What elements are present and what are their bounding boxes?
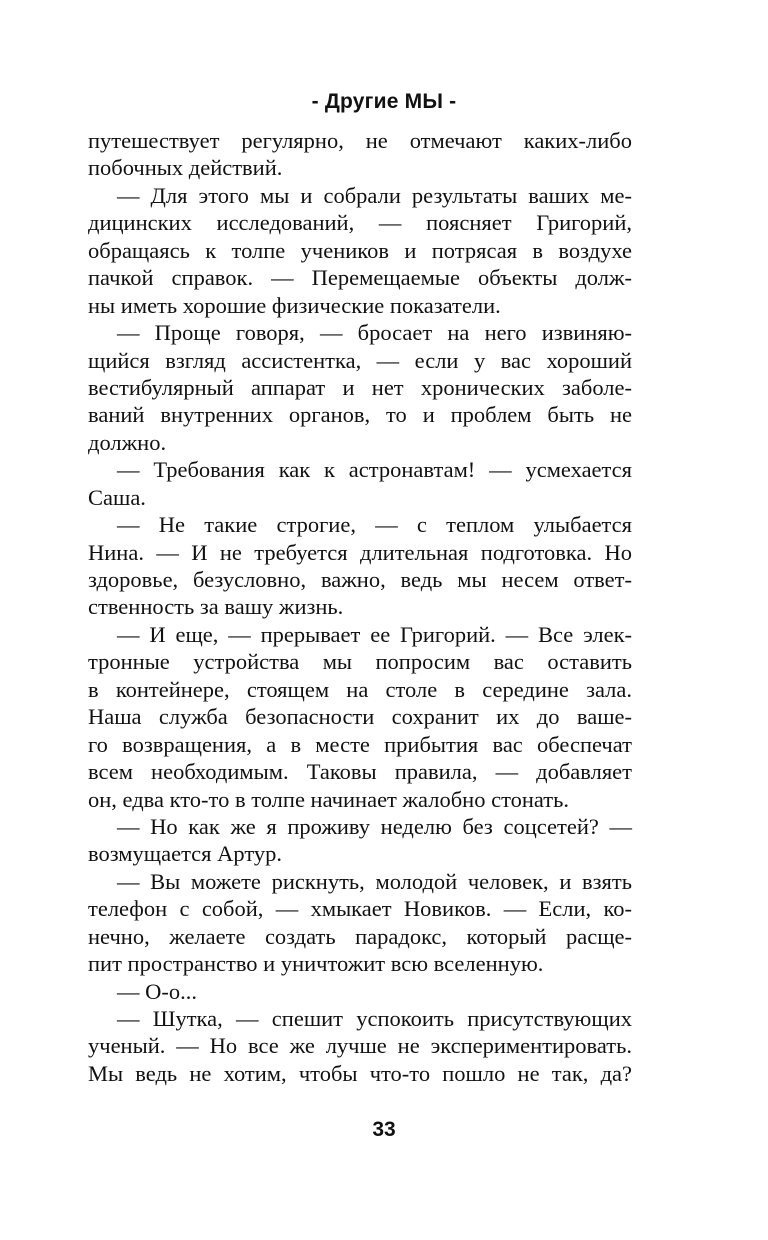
text-line: го возвращения, а в месте прибытия вас обеспечат <box>88 731 632 757</box>
text-line: щийся взгляд ассистентка, — если у вас хороший <box>88 347 632 373</box>
text-line: ственность за вашу жизнь. <box>88 594 344 620</box>
text-line: — Проще говоря, — бросает на него извиняю- <box>117 320 632 346</box>
text-line: пит пространство и уничтожит всю вселенную. <box>88 951 544 977</box>
text-line: Наша служба безопасности сохранит их до ваше- <box>88 704 632 730</box>
text-line: здоровье, безусловно, важно, ведь мы несем ответ- <box>88 567 632 592</box>
text-line: путешествует регулярно, не отмечают каких-либо <box>88 128 632 153</box>
text-line: Нина. — И не требуется длительная подготовка. Но <box>88 539 632 565</box>
text-line: — О-о... <box>117 978 197 1004</box>
running-head: - Другие МЫ - <box>311 90 457 113</box>
text-line: нечно, желаете создать парадокс, который расще- <box>88 923 632 949</box>
text-line: должно. <box>88 429 167 455</box>
page-number: 33 <box>372 1118 396 1141</box>
text-line: всем необходимым. Таковы правила, — добавляет <box>88 759 632 785</box>
text-line: в контейнере, стоящем на столе в середине зала. <box>88 676 632 702</box>
text-line: возмущается Артур. <box>88 841 283 867</box>
text-line: ваний внутренних органов, то и проблем быть не <box>88 402 632 428</box>
text-line: — Вы можете рискнуть, молодой человек, и взять <box>117 868 632 894</box>
text-line: пачкой справок. — Перемещаемые объекты долж- <box>88 265 632 291</box>
text-line: побочных действий. <box>88 155 283 181</box>
text-line: телефон с собой, — хмыкает Новиков. — Если, ко- <box>88 896 632 922</box>
body-text <box>88 127 632 1087</box>
text-line: Мы ведь не хотим, чтобы что-то пошло не так, да? <box>88 1060 632 1086</box>
text-line: тронные устройства мы попросим вас оставить <box>88 649 632 675</box>
text-line: — Не такие строгие, — с теплом улыбается <box>117 512 632 538</box>
text-line: ны иметь хорошие физические показатели. <box>88 292 501 318</box>
text-line: он, едва кто-то в толпе начинает жалобно стонать. <box>88 786 570 812</box>
text-line: — Для этого мы и собрали результаты ваших ме- <box>117 182 632 208</box>
text-line: ученый. — Но все же лучше не экспериментировать. <box>88 1033 632 1059</box>
text-line: — Но как же я проживу неделю без соцсетей? — <box>117 813 632 839</box>
text-line: — И еще, — прерывает ее Григорий. — Все элек- <box>117 621 632 647</box>
text-line: — Требования как к астронавтам! — усмехается <box>117 457 632 483</box>
text-line: Саша. <box>88 484 146 510</box>
text-line: — Шутка, — спешит успокоить присутствующих <box>117 1006 632 1031</box>
text-line: обращаясь к толпе учеников и потрясая в воздухе <box>88 237 632 263</box>
text-line: дицинских исследований, — поясняет Григорий, <box>88 210 632 236</box>
text-line: вестибулярный аппарат и нет хронических заболе- <box>88 374 632 400</box>
